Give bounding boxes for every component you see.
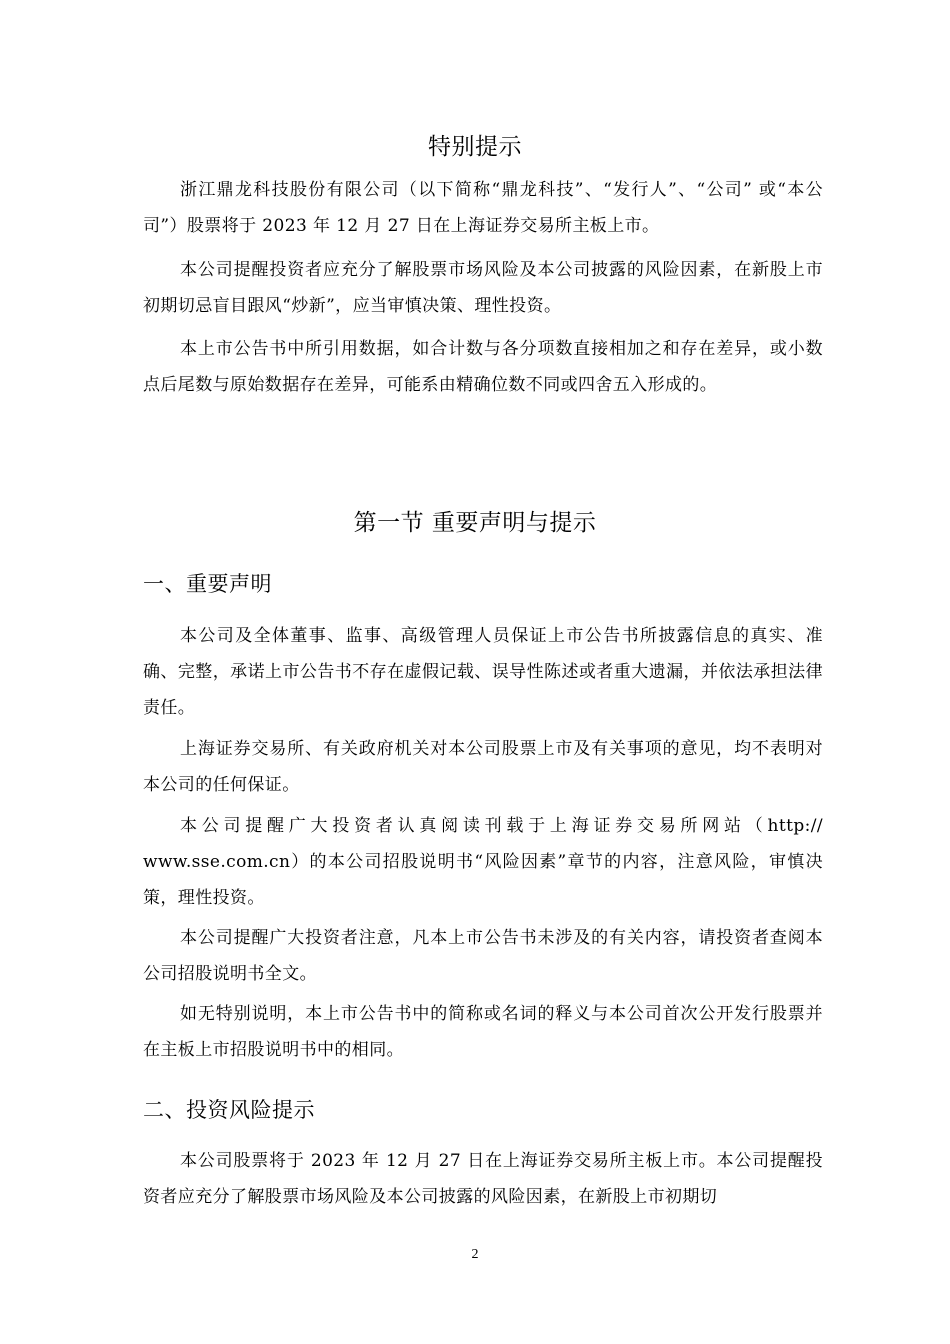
special-notice-title: 特别提示 xyxy=(428,134,522,160)
special-notice-paragraph-1: 浙江鼎龙科技股份有限公司（以下简称“鼎龙科技”、“发行人”、“公司” 或“本公司”）股票将于 2023 年 12 月 27 日在上海证券交易所主板上市。 xyxy=(143,180,823,236)
statement-paragraph-1: 本公司及全体董事、监事、高级管理人员保证上市公告书所披露信息的真实、准确、完整，承诺上市公告书不存在虚假记载、误导性陈述或者重大遗漏，并依法承担法律责任。 xyxy=(143,626,823,718)
risk-paragraph-1: 本公司股票将于 2023 年 12 月 27 日在上海证券交易所主板上市。本公司提醒投资者应充分了解股票市场风险及本公司披露的风险因素，在新股上市初期切 xyxy=(143,1151,823,1207)
special-notice-paragraph-2: 本公司提醒投资者应充分了解股票市场风险及本公司披露的风险因素，在新股上市初期切忌盲目跟风“炒新”，应当审慎决策、理性投资。 xyxy=(143,260,823,316)
statement-paragraph-4: 本公司提醒广大投资者注意，凡本上市公告书未涉及的有关内容，请投资者查阅本公司招股说明书全文。 xyxy=(143,928,823,984)
statement-paragraph-3: 本公司提醒广大投资者认真阅读刊载于上海证券交易所网站（http:// www.sse.com.cn）的本公司招股说明书“风险因素”章节的内容，注意风险，审慎决策，理性投资。 xyxy=(143,816,823,908)
statement-paragraph-2: 上海证券交易所、有关政府机关对本公司股票上市及有关事项的意见，均不表明对本公司的任何保证。 xyxy=(143,739,823,795)
important-statement-heading: 一、重要声明 xyxy=(143,572,272,596)
special-notice-paragraph-3: 本上市公告书中所引用数据，如合计数与各分项数直接相加之和存在差异，或小数点后尾数与原始数据存在差异，可能系由精确位数不同或四舍五入形成的。 xyxy=(143,339,823,395)
section-1-title: 第一节 重要声明与提示 xyxy=(353,510,597,536)
page-number: 2 xyxy=(471,1247,479,1262)
investment-risk-heading: 二、投资风险提示 xyxy=(143,1098,315,1122)
statement-paragraph-5: 如无特别说明，本上市公告书中的简称或名词的释义与本公司首次公开发行股票并在主板上市招股说明书中的相同。 xyxy=(143,1004,823,1060)
